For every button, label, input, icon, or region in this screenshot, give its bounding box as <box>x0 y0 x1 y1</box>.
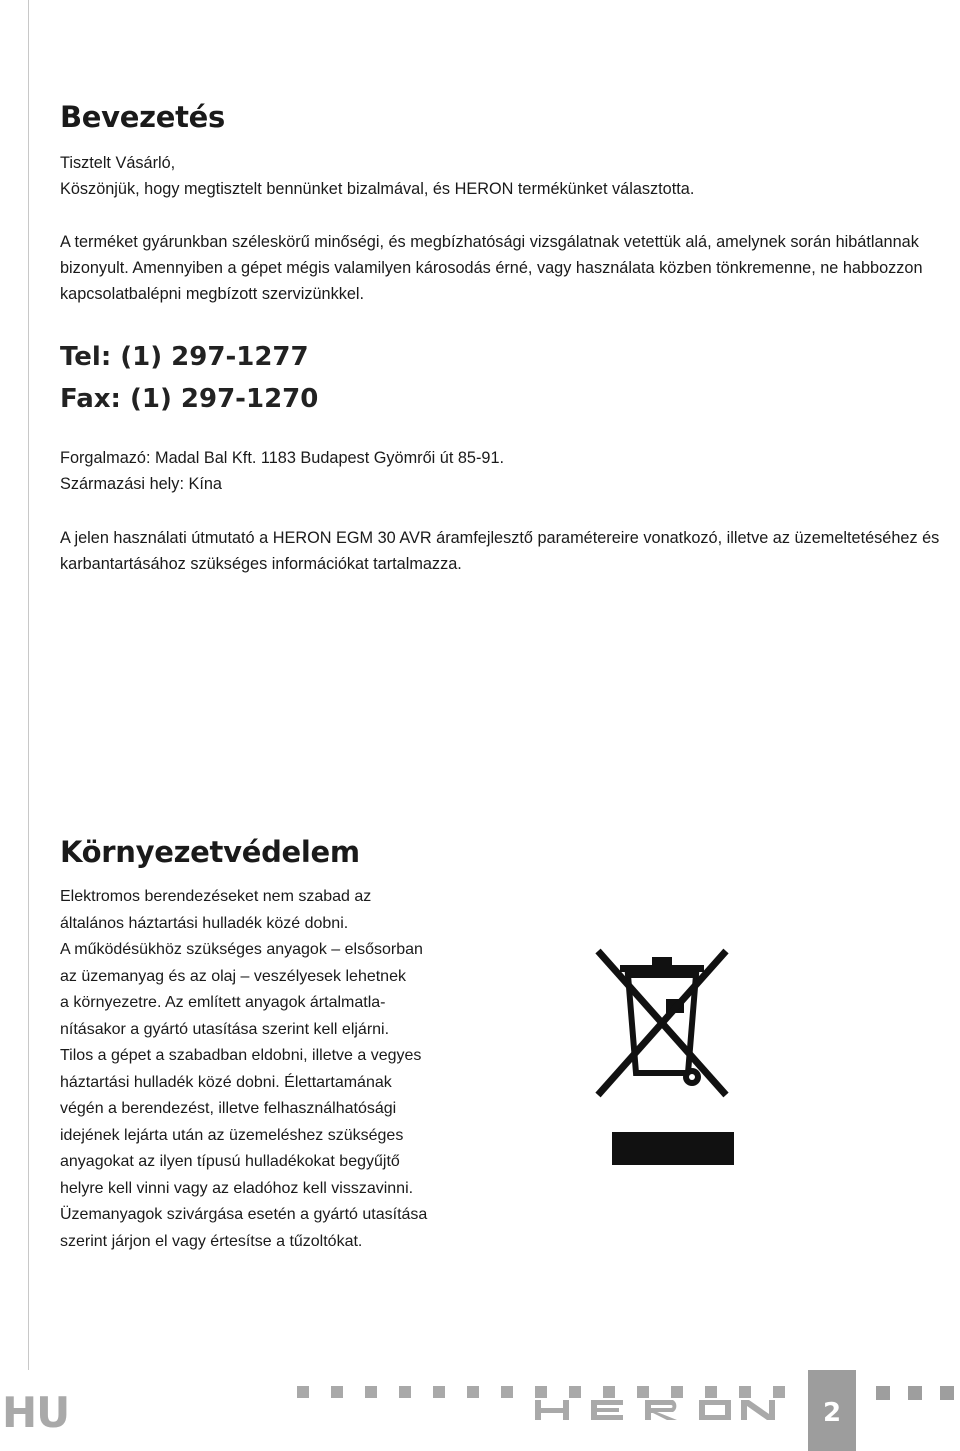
origin-line: Származási hely: Kína <box>60 475 222 493</box>
crossed-out-wheelie-bin-icon <box>582 945 742 1170</box>
heron-logo <box>535 1400 775 1420</box>
manual-note-line: A jelen használati útmutató a HERON EGM 30 AVR áramfejlesztő paramétereire vonatkozó, illetve az üzemeltetéséhez és <box>60 529 940 547</box>
page-number-box <box>808 1370 856 1451</box>
weee-bar <box>612 1132 734 1165</box>
distributor-line: Forgalmazó: Madal Bal Kft. 1183 Budapest Gyömrői út 85-91. <box>60 449 505 467</box>
environment-line: anyagokat az ilyen típusú hulladékokat begyűjtő <box>60 1153 400 1170</box>
page-edge-line <box>28 0 29 1370</box>
environment-line: A működésükhöz szükséges anyagok – elsősorban <box>60 941 423 958</box>
intro-heading: Bevezetés <box>60 100 225 134</box>
distributor-info <box>60 445 504 497</box>
footer-dot <box>535 1386 547 1398</box>
footer-dot <box>365 1386 377 1398</box>
footer-dot <box>433 1386 445 1398</box>
footer-dot <box>908 1386 922 1400</box>
page-number: 2 <box>822 1398 842 1428</box>
greeting-line: Tisztelt Vásárló, <box>60 154 176 172</box>
environment-line: idejének lejárta után az üzemeléshez szükséges <box>60 1126 404 1144</box>
environment-line: Tilos a gépet a szabadban eldobni, illetve a vegyes <box>60 1047 422 1064</box>
footer-dot <box>739 1386 751 1398</box>
intro-greeting <box>60 150 694 202</box>
greeting-line: Köszönjük, hogy megtisztelt bennünket bizalmával, és HERON termékünket választotta. <box>60 180 695 198</box>
environment-heading: Környezetvédelem <box>60 835 360 869</box>
environment-line: háztartási hulladék közé dobni. Élettartamának <box>60 1073 392 1091</box>
environment-line: helyre kell vinni vagy az eladóhoz kell visszavinni. <box>60 1179 414 1197</box>
language-code: HU <box>2 1388 70 1437</box>
footer-dot <box>705 1386 717 1398</box>
footer-dot <box>501 1386 513 1398</box>
bin-lid <box>620 965 704 972</box>
environment-line: végén a berendezést, illetve felhasználhatósági <box>60 1100 397 1117</box>
paragraph-line: bizonyult. Amennyiben a gépet mégis valamilyen károsodás érné, vagy használata közben tönkremenne, ne habbozzon <box>60 259 923 277</box>
environment-line: általános háztartási hulladék közé dobni. <box>60 914 349 932</box>
paragraph-line: kapcsolatbalépni megbízott szervizünkkel. <box>60 285 365 303</box>
environment-line: a környezetre. Az említett anyagok ártalmatla- <box>60 994 386 1011</box>
footer-dot <box>637 1386 649 1398</box>
bin-handle <box>652 957 672 966</box>
manual-note <box>60 525 939 577</box>
footer-dot <box>940 1386 954 1400</box>
footer-dot <box>773 1386 785 1398</box>
environment-line: Üzemanyagok szivárgása esetén a gyártó utasítása <box>60 1206 428 1223</box>
footer-dot <box>671 1386 683 1398</box>
environment-line: az üzemanyag és az olaj – veszélyesek lehetnek <box>60 967 406 985</box>
paragraph-line: A terméket gyárunkban széleskörű minőségi, és megbízhatósági vizsgálatnak vetettük alá, amelynek során hibátlannak <box>60 233 919 251</box>
environment-line: szerint járjon el vagy értesítse a tűzoltókat. <box>60 1232 363 1250</box>
environment-line: Elektromos berendezéseket nem szabad az <box>60 888 372 905</box>
footer-dot <box>331 1386 343 1398</box>
footer-dot <box>569 1386 581 1398</box>
manual-note-line: karbantartásához szükséges információkat tartalmazza. <box>60 555 462 573</box>
contact-fax: Fax: (1) 297-1270 <box>60 384 319 414</box>
footer-dot <box>297 1386 309 1398</box>
footer-dot <box>603 1386 615 1398</box>
footer-dot <box>467 1386 479 1398</box>
contact-tel: Tel: (1) 297-1277 <box>60 342 309 372</box>
footer-dot <box>399 1386 411 1398</box>
environment-text <box>60 884 427 1255</box>
environment-line: nításakor a gyártó utasítása szerint kell eljárni. <box>60 1020 390 1038</box>
footer-dot <box>876 1386 890 1400</box>
intro-paragraph <box>60 229 923 307</box>
bin-wheel-hub <box>689 1074 695 1080</box>
